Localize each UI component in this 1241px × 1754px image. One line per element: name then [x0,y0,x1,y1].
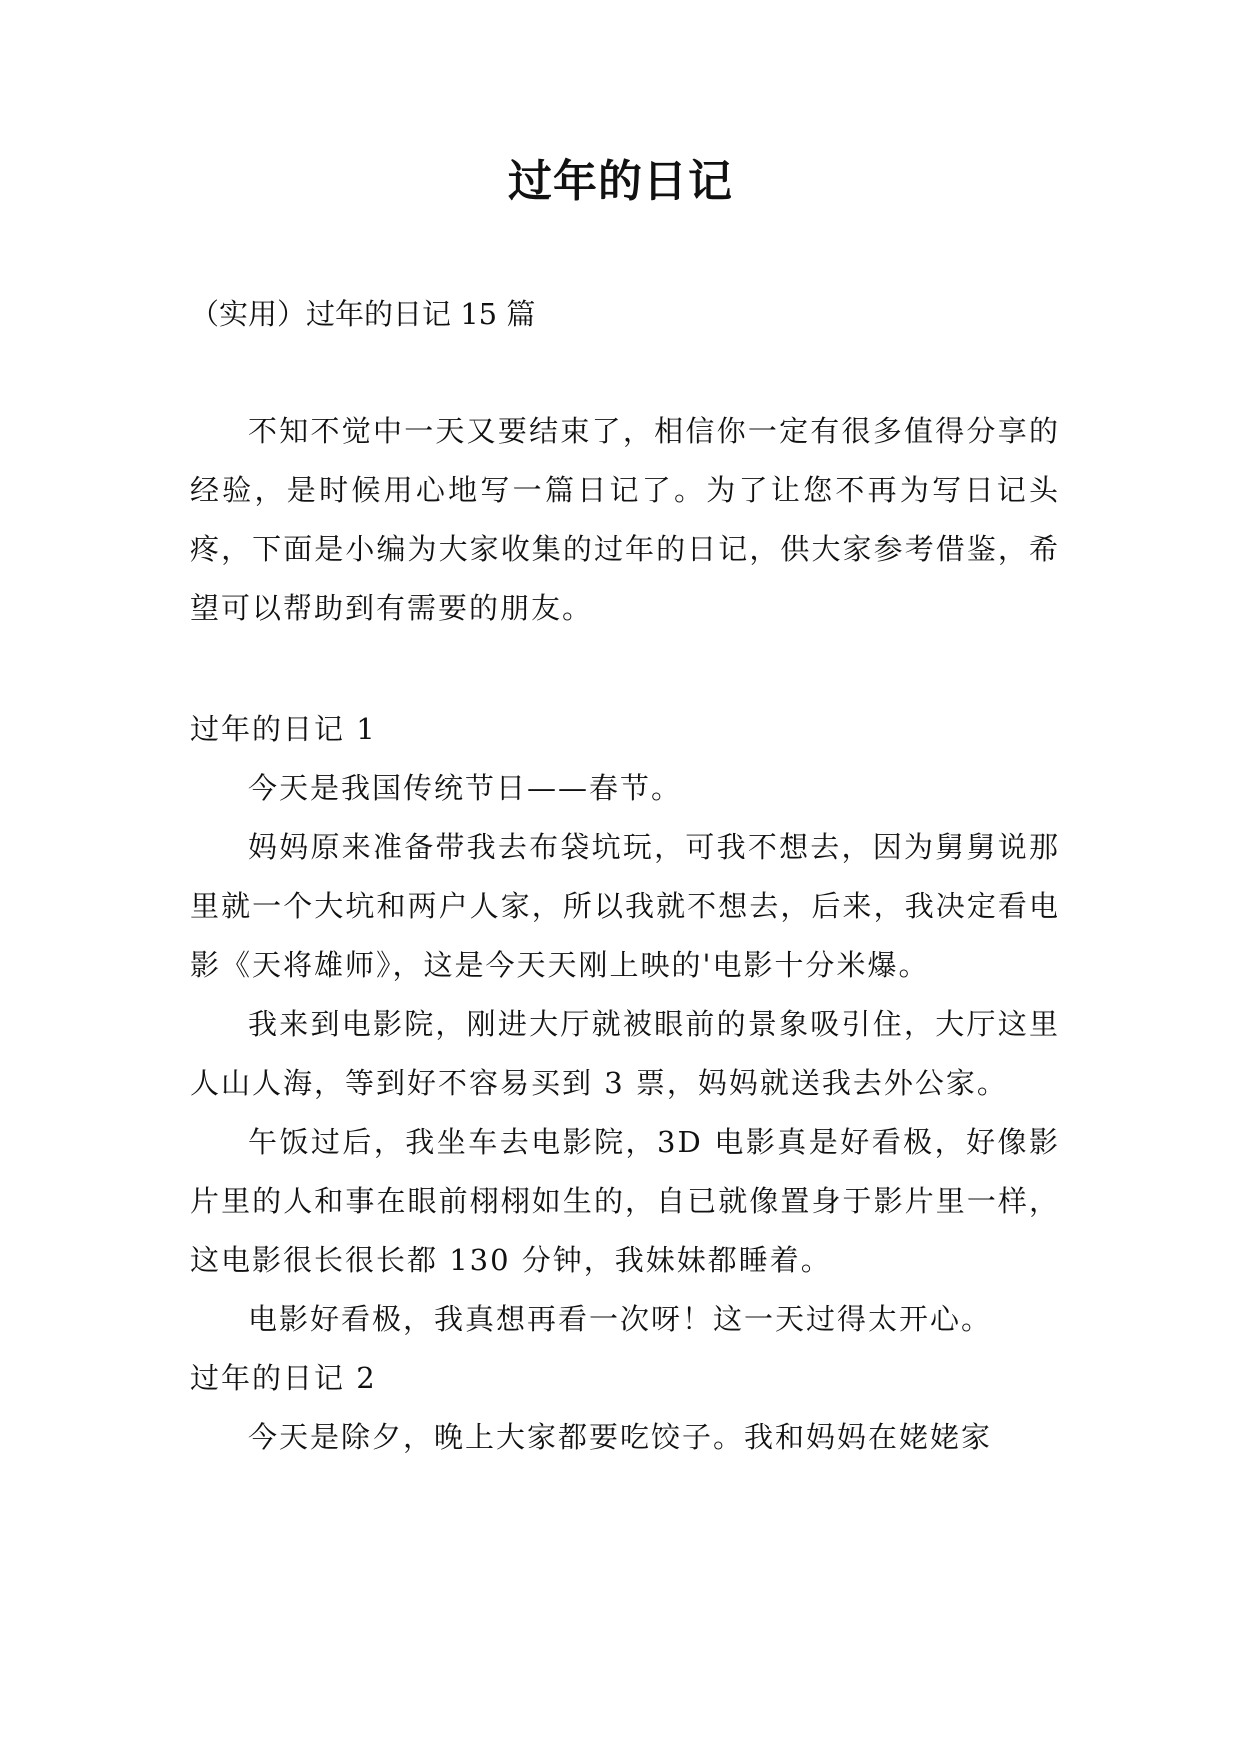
entry-1-paragraph: 妈妈原来准备带我去布袋坑玩，可我不想去，因为舅舅说那里就一个大坑和两户人家，所以我就不想去，后来，我决定看电影《天将雄师》，这是今天天刚上映的'电影十分米爆。 [190,830,1060,982]
entry-1-paragraph: 午饭过后，我坐车去电影院，3D 电影真是好看极，好像影片里的人和事在眼前栩栩如生的，自已就像置身于影片里一样，这电影很长很长都 130 分钟，我妹妹都睡着。 [190,1125,1060,1277]
entry-1-paragraph: 我来到电影院，刚进大厅就被眼前的景象吸引住，大厅这里人山人海，等到好不容易买到 3 票，妈妈就送我去外公家。 [190,1007,1060,1100]
entry-1-paragraph: 电影好看极，我真想再看一次呀！这一天过得太开心。 [248,1302,993,1336]
diary-entries [190,700,1060,1467]
entry-1-paragraph: 今天是我国传统节日——春节。 [248,771,683,805]
entry-heading-2: 过年的日记 2 [190,1361,377,1395]
intro-section [190,402,1060,638]
intro-paragraph: 不知不觉中一天又要结束了，相信你一定有很多值得分享的经验，是时候用心地写一篇日记了。为了让您不再为写日记头疼，下面是小编为大家收集的过年的日记，供大家参考借鉴，希望可以帮助到有需要的朋友。 [190,414,1060,625]
document-subtitle: （实用）过年的日记 15 篇 [190,297,536,331]
entry-heading-1: 过年的日记 1 [190,712,377,746]
entry-2-paragraph: 今天是除夕，晚上大家都要吃饺子。我和妈妈在姥姥家 [248,1420,993,1454]
document-title: 过年的日记 [508,156,733,207]
